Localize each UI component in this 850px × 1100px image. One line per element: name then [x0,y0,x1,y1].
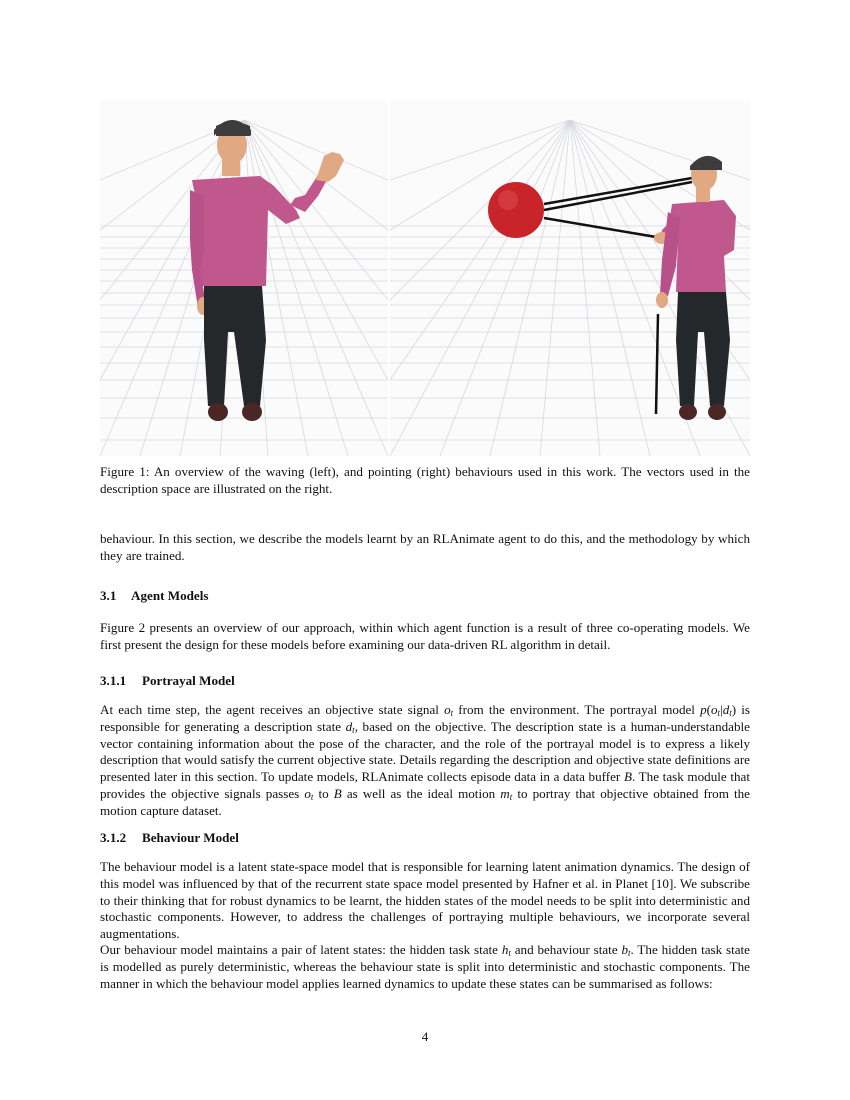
portrayal-text-5: . The task module that provides the objective signals passes [100,769,750,801]
math-o-t-2: $o_t$ [304,785,314,802]
target-ball [488,182,544,238]
behaviour-number: 3.1.2 [100,830,127,845]
math-b-t: $b_t$ [621,942,631,958]
section-number: 3.1 [100,588,117,603]
behaviour-text-a: Our behaviour model maintains a pair of latent states: the hidden task state [100,942,502,957]
math-m-t: $m_t$ [500,785,513,802]
pointing-panel [390,100,750,456]
section-title: Agent Models [131,588,209,603]
portrayal-text-6: to [313,785,334,801]
portrayal-text-3: is responsible for generating a description state [100,702,750,734]
behaviour-heading [100,830,239,846]
waving-panel [100,100,388,456]
math-B: B [623,769,632,785]
portrayal-number: 3.1.1 [100,673,127,688]
behaviour-paragraph-1: The behaviour model is a latent state-space model that is responsible for learning latent animation dynamics. The design of this model was influenced by that of the recurrent state space model presented by Hafner et al. in Planet [10]. We subscribe to their thinking that for robust dynamics to be learnt, the hidden states of the model needs to be split into deterministic and stochastic components. However, to address the challenges of portraying multiple behaviours, we incorporate several augmentations. [100,859,750,942]
portrayal-title: Portrayal Model [142,673,235,688]
portrayal-paragraph: At each time step, the agent receives an objective state signal $o_t$ from the environment. The portrayal model $p(o_t|d_t)$ is responsible for generating a description state $d_t$, based on the objective. The description state is a human-understandable vector containing information about the pose of the character, and the role of the portrayal model is to express a likely description that would satisfy the current objective state. Details regarding the description and objective state definitions are presented later in this section. To update models, RLAnimate collects episode data in a data buffer B. The task module that provides the objective signals passes $o_t$ to B as well as the ideal motion $m_t$ to portray that objective obtained from the motion capture dataset. [100,702,750,818]
section-paragraph: Figure 2 presents an overview of our approach, within which agent function is a result of three co-operating models. We first present the design for these models before examining our data-driven RL algorithm in detail. [100,620,750,652]
portrayal-text-1: At each time step, the agent receives an objective state signal [100,702,445,717]
page-number: 4 [421,1029,429,1044]
behaviour-paragraph-2 [100,942,750,992]
math-B-2: B [333,785,342,801]
behaviour-text-b: and behaviour state [510,942,622,957]
math-h-t: $h_t$ [501,942,511,958]
portrayal-text-2: from the environment. The portrayal model [453,702,701,717]
behaviour-text-c: . The hidden task state is modelled as purely deterministic, whereas the behaviour state is split into deterministic and stochastic components. The manner in which the behaviour model applies learned dynamics to update these states can be summarised as follows: [100,942,750,991]
intro-paragraph: behaviour. In this section, we describe the models learnt by an RLAnimate agent to do this, and the methodology by which they are trained. [100,531,750,563]
behaviour-title: Behaviour Model [142,830,239,845]
section-heading [100,588,208,604]
portrayal-text-4: , based on the objective. The description state is a human-understandable vector containing information about the pose of the character, and the role of the portrayal model is to express a likely description that would satisfy the current objective state. Details regarding the description and objective state definitions are presented later in this section. To update models, RLAnimate collects episode data in a data buffer [100,718,750,785]
figure-1 [100,100,750,456]
figure-caption: Figure 1: An overview of the waving (left), and pointing (right) behaviours used in this work. The vectors used in the description space are illustrated on the right. [100,464,750,496]
portrayal-text-7: as well as the ideal motion [341,785,501,801]
pointing-render [390,100,750,456]
math-p-ot-dt: p [700,702,707,717]
portrayal-heading [100,673,235,689]
waving-render [100,100,388,456]
portrayal-text-8: to portray that objective obtained from the motion capture dataset. [100,785,750,818]
math-d-t: $d_t$ [345,718,355,735]
math-o-t: $o_t$ [444,702,454,718]
